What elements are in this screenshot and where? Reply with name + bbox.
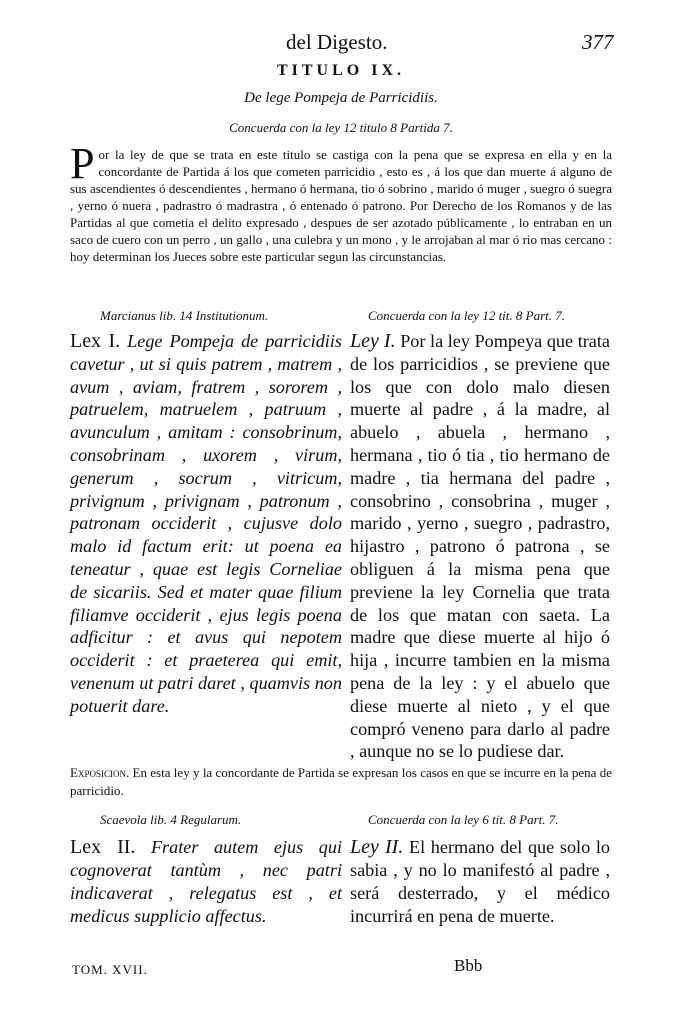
exposition-label: Exposicion. <box>70 765 130 780</box>
volume-footer: TOM. XVII. <box>72 962 148 977</box>
ley-label: Ley I. <box>350 330 396 352</box>
drop-cap: P <box>70 139 95 188</box>
preface-paragraph <box>70 139 612 265</box>
concordance-note: Concuerda con la ley 12 titulo 8 Partida 7. <box>229 120 453 135</box>
running-head-title: del Digesto. <box>286 30 388 54</box>
exposition <box>70 764 612 800</box>
spanish-law-text: Por la ley Pompeya que trata de los parricidios , se previene que los que con dolo malo diesen muerte al padre , á la madre, al abuelo , abuela , hermano , hermana , tio ó tia , tio hermano de madre , tia hermana del padre , consobrino , consobrina , muger , marido , yerno , suegro , padrastro, hijastro , patrono ó patrona , se obliguen á la misma pena que previene la ley Cornelia que trata de los que matan con saeta. La madre que diese muerte al hijo ó hija , incurre tambien en la misma pena de la ley : y el abuelo que diese muerte al nieto , y el que compró veneno para darlo al padre , aunque no se lo pudiese dar. <box>350 331 610 762</box>
section-title: TITULO IX. <box>276 62 406 79</box>
latin-law-text: Lege Pompeja de parricidiis cavetur , ut si quis patrem , matrem , avum , aviam, fratrem , sororem , patruelem, matruelem , patruum , avunculum , amitam : consobrinum, consobrinam , uxorem , virum, generum , socrum , vitricum, privignum , privignam , patronum , patronam occiderit , cujusve dolo malo id factum erit: ut poena ea teneatur , quae est legis Corneliae de sicariis. Sed et mater quae filium filiamve occiderit , ejus legis poena adficitur : et avus qui nepotem occiderit : et praeterea qui emit, venenum ut patri daret , quamvis non potuerit dare. <box>70 331 342 716</box>
ley-label-2: Ley II. <box>350 836 404 858</box>
latin-source-heading-2: Scaevola lib. 4 Regularum. <box>100 812 242 827</box>
spanish-law-text-2: El hermano del que solo lo sabia , y no lo manifestó al padre , será desterrado, y el médico incurrirá en pena de muerte. <box>350 837 610 926</box>
spanish-concordance-heading-2: Concuerda con la ley 6 tit. 8 Part. 7. <box>368 812 559 827</box>
latin-source-heading: Marcianus lib. 14 Institutionum. <box>100 308 269 323</box>
spanish-law-1 <box>350 330 610 763</box>
latin-law-text-2: Frater autem ejus qui cognoverat tantùm , nec patri indicaverat , relegatus est , et medicus supplicio affectus. <box>70 837 342 926</box>
exposition-text: En esta ley y la concordante de Partida se expresan los casos en que se incurre en la pena de parricidio. <box>70 765 613 798</box>
spanish-concordance-heading: Concuerda con la ley 12 tit. 8 Part. 7. <box>368 308 566 323</box>
running-head <box>0 30 682 60</box>
lex-label-2: Lex II. <box>70 836 136 858</box>
lex-label: Lex I. <box>70 330 121 352</box>
spanish-law-2 <box>350 836 610 928</box>
latin-law-1 <box>70 330 342 718</box>
preface-text: or la ley de que se trata en este titulo se castiga con la pena que se expresa en ella y en la concordante de Partida á los que cometen parricidio , esto es , á los que dan muerte á alguno de sus ascendientes ó descendientes , hermano ó hermana, tio ó sobrino , marido ó muger , suegro ó suegra , yerno ó nuera , padrastro ó madrastra , ó entenado ó patrono. Por Derecho de los Romanos y de las Partidas al que cometia el delito expresado , despues de ser azotado públicamente , lo entraban en un saco de cuero con un perro , un gallo , una culebra y un mono , y le arrojaban al mar ó rio mas cercano : hoy determinan los Jueces sobre este particular segun las circunstancias. <box>70 147 612 264</box>
page-number: 377 <box>582 30 614 54</box>
signature-mark: Bbb <box>454 956 483 975</box>
latin-law-2 <box>70 836 342 928</box>
section-subtitle: De lege Pompeja de Parricidiis. <box>244 90 438 106</box>
